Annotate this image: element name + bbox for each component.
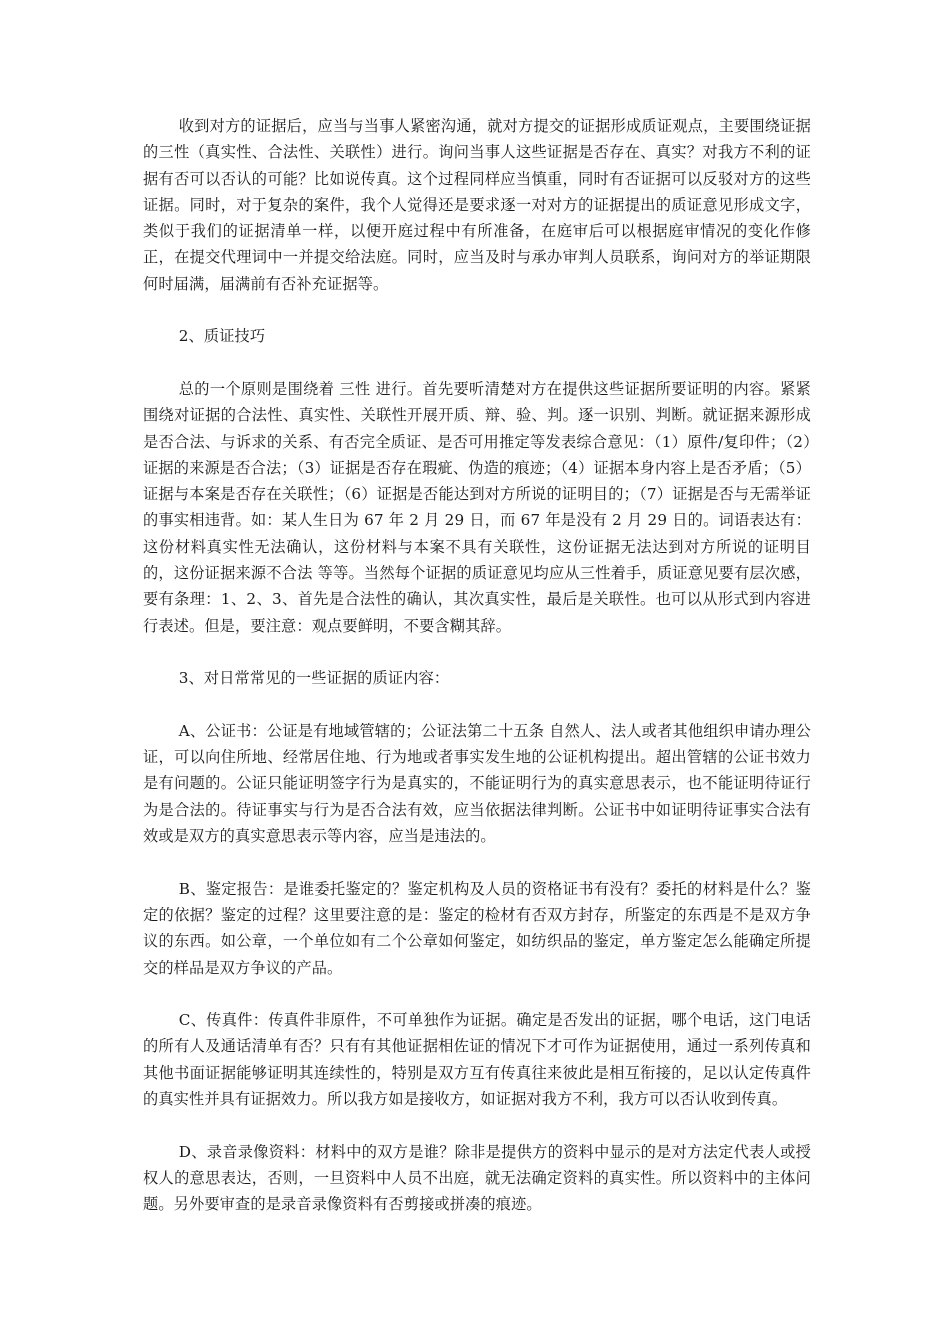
paragraph-gap	[143, 849, 811, 875]
paragraph-gap	[143, 692, 811, 718]
paragraph-gap	[143, 1112, 811, 1138]
heading-cross-examination-skills: 2、质证技巧	[178, 327, 266, 346]
paragraph-notarial-certificate: A、公证书：公证是有地域管辖的；公证法第二十五条 自然人、法人或者其他组织申请办理公证，可以向住所地、经常居住地、行为地或者事实发生地的公证机构提出。超出管辖的公证书效力是有问题的。公证只能证明签字行为是真实的，不能证明行为的真实意思表示，也不能证明待证行为是合法的。待证事实与行为是否合法有效，应当依据法律判断。公证书中如证明待证事实合法有效或是双方的真实意思表示等内容，应当是违法的。	[143, 721, 811, 846]
paragraph-general-principle: 总的一个原则是围绕着 三性 进行。首先要听清楚对方在提供这些证据所要证明的内容。紧紧围绕对证据的合法性、真实性、关联性开展开质、辩、验、判。逐一识别、判断。就证据来源形成是否合法、与诉求的关系、有否完全质证、是否可用推定等发表综合意见：（1）原件/复印件；（2）证据的来源是否合法；（3）证据是否存在瑕疵、伪造的痕迹；（4）证据本身内容上是否矛盾；（5）证据与本案是否存在关联性；（6）证据是否能达到对方所说的证明目的；（7）证据是否与无需举证的事实相违背。如：某人生日为 67 年 2 月 29 日，而 67 年是没有 2 月 29 日的。词语表达有： 这份材料真实性无法确认，这份材料与本案不具有关联性，这份证据无法达到对方所说的证明目的，这份证据来源不合法 等等。当然每个证据的质证意见均应从三性着手，质证意见要有层次感，要有条理：1、2、3、首先是合法性的确认，其次真实性，最后是关联性。也可以从形式到内容进行表述。但是，要注意：观点要鲜明，不要含糊其辞。	[143, 379, 811, 635]
paragraph-gap	[143, 350, 811, 376]
paragraph-gap	[143, 981, 811, 1007]
heading-common-evidence: 3、对日常常见的一些证据的质证内容：	[178, 669, 450, 688]
paragraph-gap	[143, 639, 811, 665]
paragraph-audio-video: D、录音录像资料：材料中的双方是谁？除非是提供方的资料中显示的是对方法定代表人或授权人的意思表达，否则，一旦资料中人员不出庭，就无法确定资料的真实性。所以资料中的主体问题。另外要审查的是录音录像资料有否剪接或拼凑的痕迹。	[143, 1142, 811, 1214]
document-body	[143, 113, 811, 1217]
paragraph-appraisal-report: B、鉴定报告：是谁委托鉴定的？鉴定机构及人员的资格证书有没有？委托的材料是什么？鉴定的依据？鉴定的过程？这里要注意的是：鉴定的检材有否双方封存，所鉴定的东西是不是双方争议的东西。如公章，一个单位如有二个公章如何鉴定，如纺织品的鉴定，单方鉴定怎么能确定所提交的样品是双方争议的产品。	[143, 879, 811, 977]
paragraph-gap	[143, 297, 811, 323]
paragraph-fax: C、传真件：传真件非原件，不可单独作为证据。确定是否发出的证据，哪个电话，这门电话的所有人及通话清单有否？只有有其他证据相佐证的情况下才可作为证据使用，通过一系列传真和其他书面证据能够证明其连续性的，特别是双方互有传真往来彼此是相互衔接的，足以认定传真件的真实性并具有证据效力。所以我方如是接收方，如证据对我方不利，我方可以否认收到传真。	[143, 1011, 811, 1108]
paragraph-evidence-communication: 收到对方的证据后，应当与当事人紧密沟通，就对方提交的证据形成质证观点，主要围绕证据的三性（真实性、合法性、关联性）进行。询问当事人这些证据是否存在、真实？对我方不利的证据有否可以否认的可能？比如说传真。这个过程同样应当慎重，同时有否证据可以反驳对方的这些证据。同时，对于复杂的案件，我个人觉得还是要求逐一对对方的证据提出的质证意见形成文字，类似于我们的证据清单一样，以便开庭过程中有所准备，在庭审后可以根据庭审情况的变化作修正，在提交代理词中一并提交给法庭。同时，应当及时与承办审判人员联系，询问对方的举证期限何时届满，届满前有否补充证据等。	[143, 117, 811, 293]
